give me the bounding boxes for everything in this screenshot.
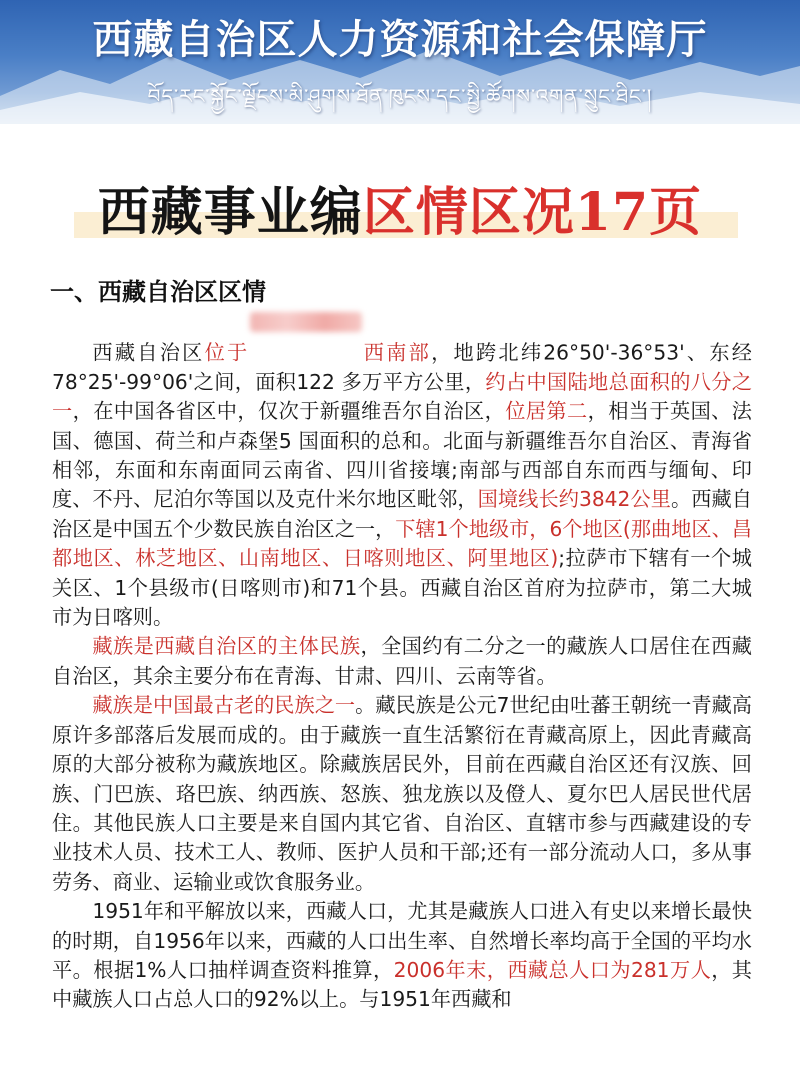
highlighted-text: 位于 [204, 340, 250, 365]
body-text: ，全国约有二分之一的藏族人口居住在西藏自治区，其余主要分布在青海、甘肃、四川、云南等省。 [52, 634, 752, 688]
body-text: ，在中国各省区中，仅次于新疆维吾尔自治区， [72, 399, 506, 424]
paragraph [52, 691, 752, 897]
paragraph [52, 632, 752, 691]
highlighted-text: 2006年末，西藏总人口为281万人 [393, 957, 712, 982]
redacted-text [250, 312, 362, 332]
highlighted-text: 约占中国陆地总面积的八分之一 [52, 369, 752, 424]
highlighted-text: 下辖1个地级市，6个地区(那曲地区、昌都地区、林芝地区、山南地区、日喀则地区、阿里地区) [52, 516, 752, 571]
article-body [52, 312, 752, 1015]
highlighted-text: 西南部 [361, 340, 432, 365]
header-banner [0, 0, 800, 124]
body-text: ，其中藏族人口占总人口的92%以上。与1951年西藏和 [52, 957, 752, 1012]
body-text: 。藏民族是公元7世纪由吐蕃王朝统一青藏高原许多部落后发展而成的。由于藏族一直生活繁衍在青藏高原上，因此青藏高原的大部分被称为藏族地区。除藏族居民外，目前在西藏自治区还有汉族、回族、门巴族、珞巴族、纳西族、怒族、独龙族以及僜人、夏尔巴人居民世代居住。其他民族人口主要是来自国内其它省、自治区、直辖市参与西藏建设的专业技术人员、技术工人、教师、医护人员和干部;还有一部分流动人口，多从事劳务、商业、运输业或饮食服务业。 [52, 693, 752, 894]
headline [0, 170, 800, 245]
headline-part-2: 区情区况17页 [362, 182, 703, 243]
paragraph [52, 312, 752, 632]
headline-block [0, 150, 800, 260]
highlighted-text: 藏族是西藏自治区的主体民族 [92, 634, 361, 659]
body-text: 1951年和平解放以来，西藏人口，尤其是藏族人口进入有史以来增长最快的时期，自1956年以来，西藏的人口出生率、自然增长率均高于全国的平均水平。根据1%人口抽样调查资料推算， [52, 899, 752, 982]
headline-part-1: 西藏事业编 [97, 182, 363, 243]
section-title: 一、西藏自治区区情 [50, 278, 266, 306]
body-text: 。西藏自治区是中国五个少数民族自治区之一， [52, 487, 752, 541]
department-title-tibetan: བོད་རང་སྐྱོང་ལྗོངས་མི་ཤུགས་ཐོན་ཁུངས་དང་སྤྱི་ཚོགས་འགན་སྲུང་ཐིང་། [147, 84, 653, 108]
department-title: 西藏自治区人力资源和社会保障厅 [92, 16, 708, 63]
body-text: ，地跨北纬26°50'-36°53'、东经78°25'-99°06'之间，面积122 多万平方公里， [52, 340, 752, 394]
body-text: ，相当于英国、法国、德国、荷兰和卢森堡5 国面积的总和。北面与新疆维吾尔自治区、青海省相邻，东面和东南面同云南省、四川省接壤;南部与西部自东而西与缅甸、印度、不丹、尼泊尔等国以及克什米尔地区毗邻， [52, 399, 752, 512]
highlighted-text: 藏族是中国最古老的民族之一 [92, 693, 356, 718]
highlighted-text: 位居第二 [505, 399, 588, 424]
paragraph [52, 897, 752, 1015]
body-text: 西藏自治区 [92, 340, 205, 365]
body-text: ;拉萨市下辖有一个城关区、1个县级市(日喀则市)和71个县。西藏自治区首府为拉萨市，第二大城市为日喀则。 [52, 546, 752, 630]
highlighted-text: 国境线长约3842公里 [477, 487, 671, 512]
